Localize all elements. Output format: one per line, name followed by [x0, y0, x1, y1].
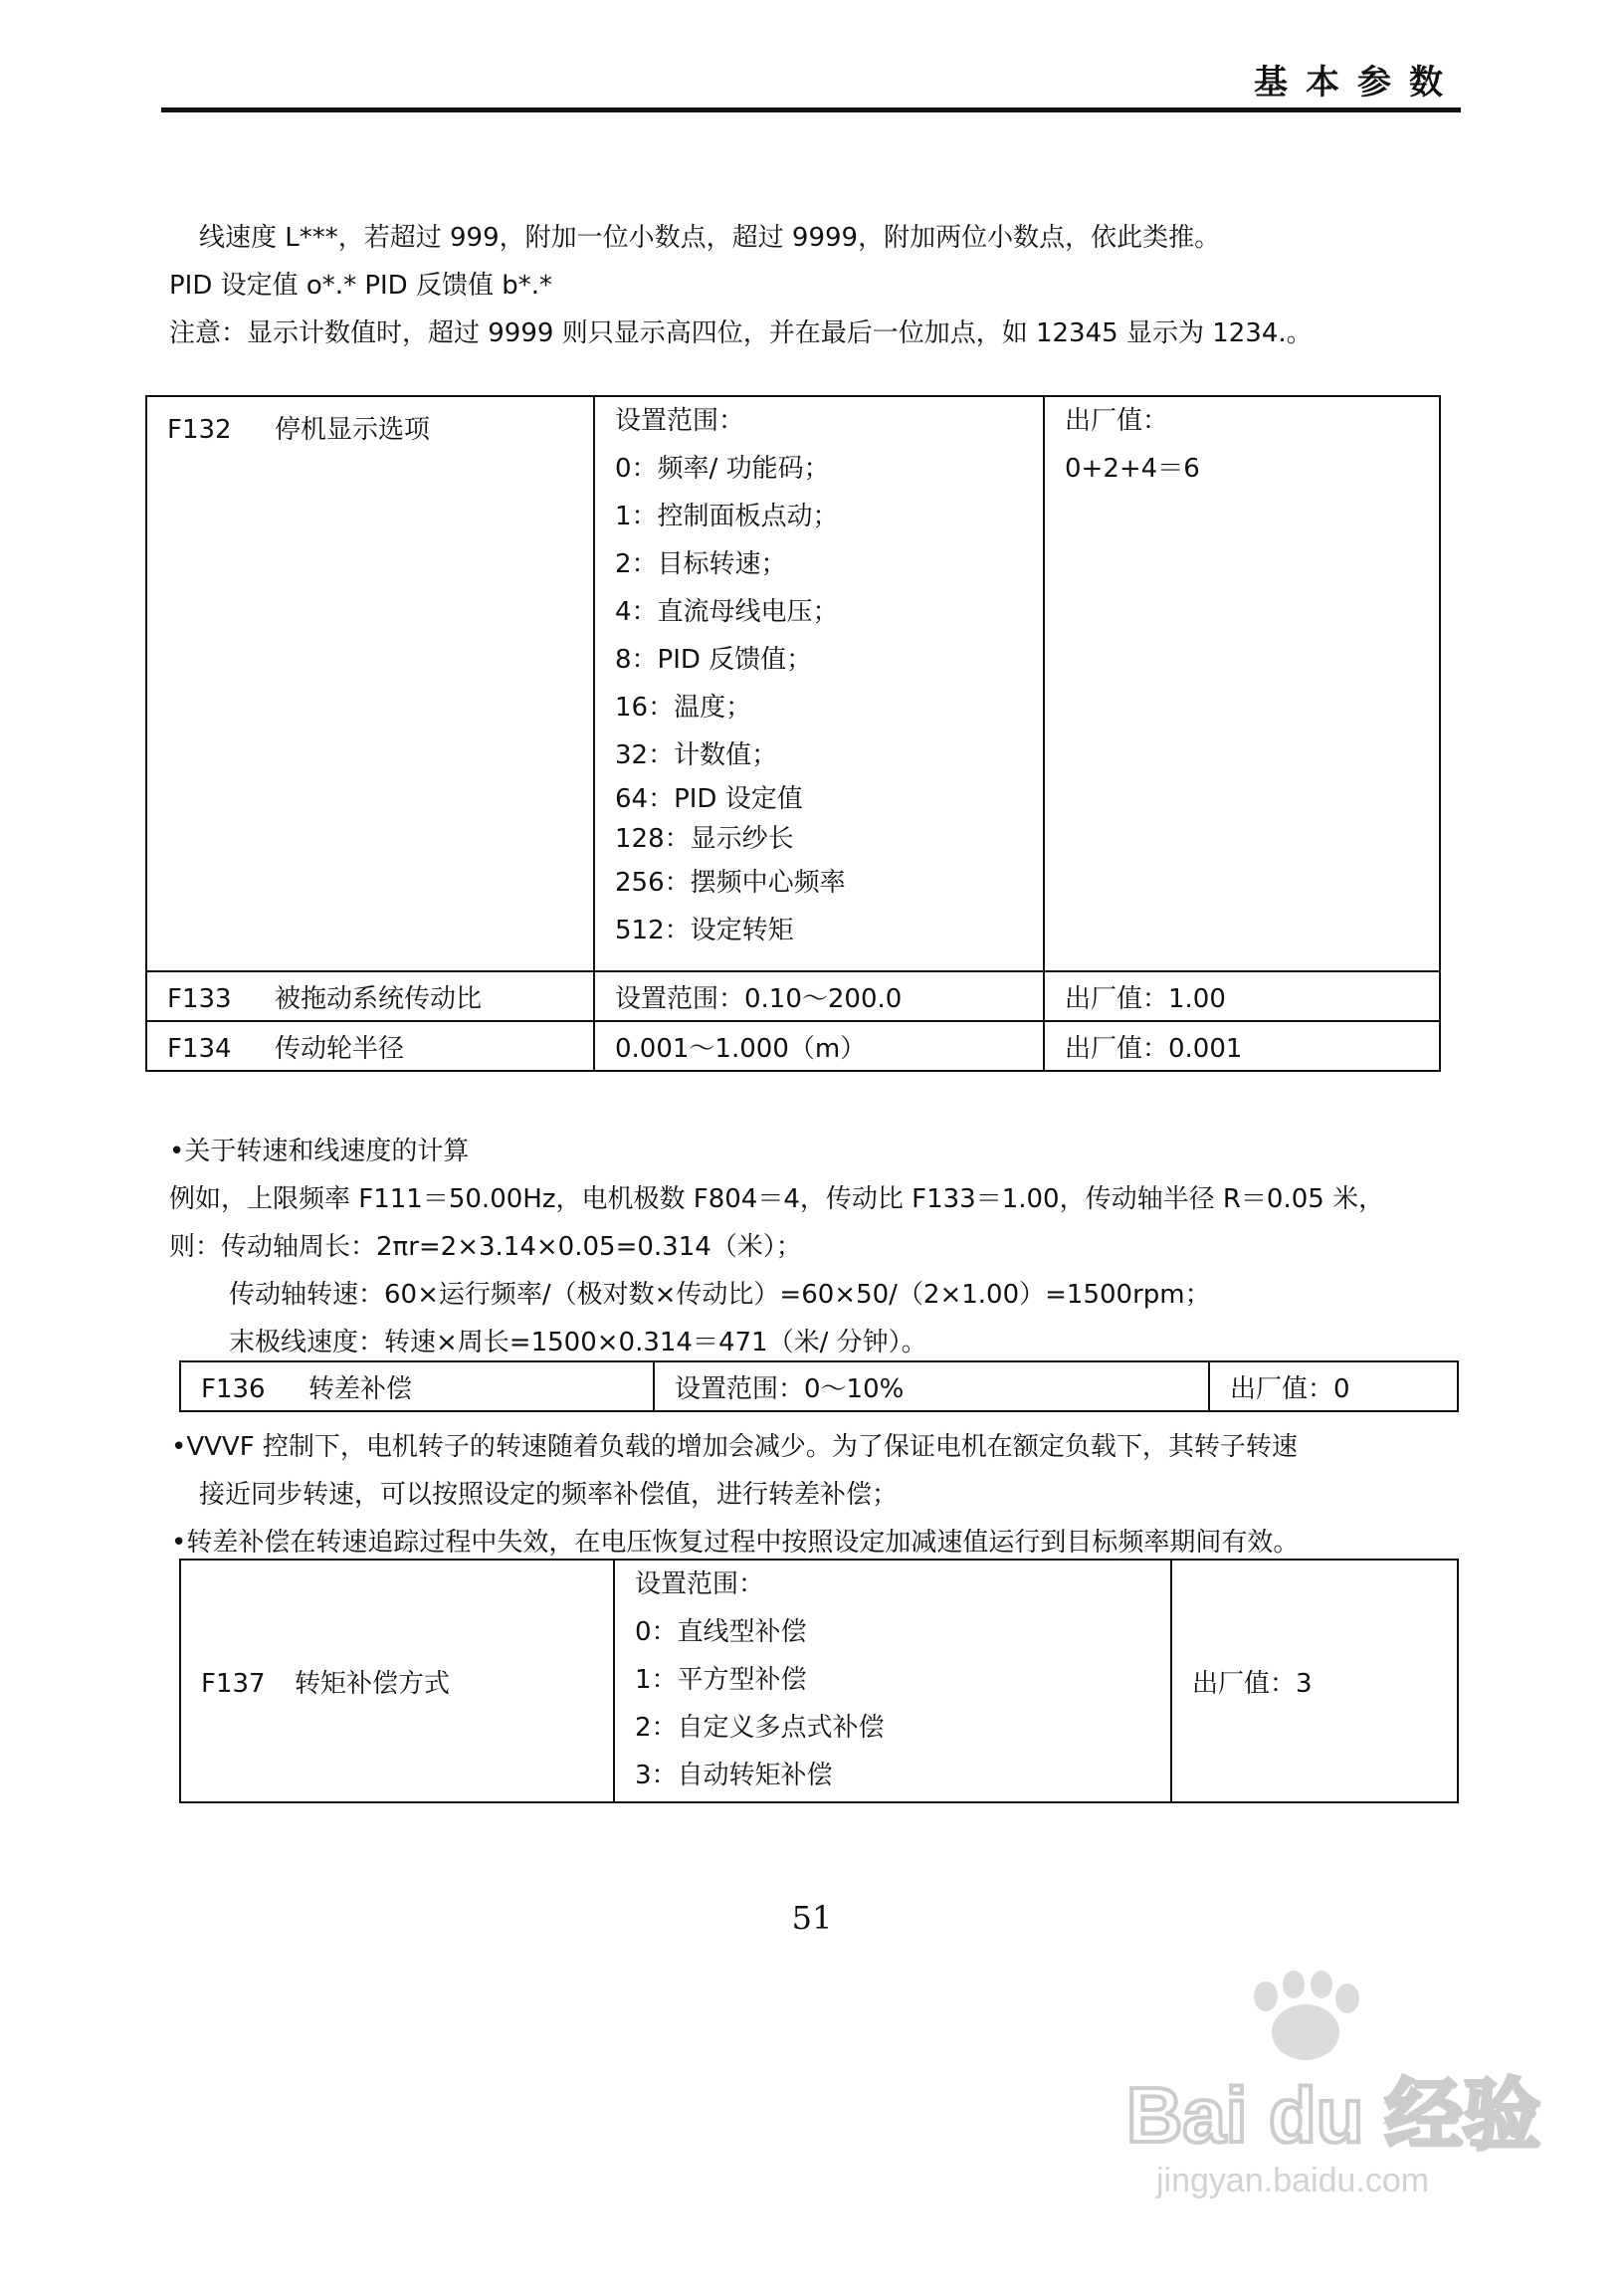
watermark-url-text: jingyan.baidu.com: [1156, 2162, 1430, 2199]
calc-line-1: 例如，上限频率 F111＝50.00Hz，电机极数 F804＝4，传动比 F133＝1.00，传动轴半径 R＝0.05 米，: [169, 1184, 1385, 1214]
param-table-f137: [179, 1559, 1459, 1803]
watermark-brand-text: Bai du 经验: [1126, 2071, 1541, 2159]
option-item: 2：自定义多点式补偿: [635, 1713, 885, 1743]
option-item: 3：自动转矩补偿: [635, 1761, 833, 1790]
option-item: 64：PID 设定值: [615, 784, 803, 814]
range-label: 设置范围：: [635, 1569, 765, 1599]
baidu-jingyan-watermark: [1116, 1975, 1541, 2203]
note-1-line-1: •VVVF 控制下，电机转子的转速随着负载的增加会减少。为了保证电机在额定负载下，其转子转速: [171, 1432, 1298, 1462]
param-table-f132-f134: [145, 395, 1441, 1072]
cell-f137-name: [180, 1560, 614, 1802]
cell-f134-range: 0.001～1.000（m）: [594, 1021, 1044, 1071]
option-item: 256：摆频中心频率: [615, 868, 846, 898]
option-item: 512：设定转矩: [615, 916, 794, 945]
cell-f137-default: 出厂值：3: [1171, 1560, 1458, 1802]
table-row-f134: [146, 1021, 1440, 1071]
option-item: 32：计数值；: [615, 740, 778, 770]
cell-f136-range: 设置范围：0～10%: [654, 1361, 1209, 1411]
option-item: 4：直流母线电压；: [615, 597, 839, 627]
table-row-f132: [146, 396, 1440, 971]
param-name: 转差补偿: [308, 1373, 413, 1404]
param-name: 被拖动系统传动比: [275, 983, 483, 1014]
param-name: 停机显示选项: [275, 415, 431, 445]
table-row-f137: [180, 1560, 1458, 1802]
intro-line-1: 线速度 L***，若超过 999，附加一位小数点，超过 9999，附加两位小数点，依此类推。: [199, 223, 1221, 253]
note-2: •转差补偿在转速追踪过程中失效，在电压恢复过程中按照设定加减速值运行到目标频率期间有效。: [171, 1528, 1300, 1558]
option-item: 0：频率/ 功能码；: [615, 454, 830, 484]
option-item: 1：平方型补偿: [635, 1665, 807, 1695]
range-label: 设置范围：: [615, 406, 745, 436]
table-row-f136: [180, 1361, 1458, 1411]
default-value: 0+2+4＝6: [1065, 454, 1200, 484]
calc-heading: •关于转速和线速度的计算: [169, 1137, 470, 1166]
param-name: 传动轮半径: [275, 1033, 405, 1064]
param-code: F132: [167, 415, 232, 445]
intro-line-2: PID 设定值 o*.* PID 反馈值 b*.*: [169, 271, 552, 301]
param-code: F133: [167, 983, 232, 1014]
option-item: 128：显示纱长: [615, 824, 794, 854]
cell-f133-range: 设置范围：0.10～200.0: [594, 971, 1044, 1021]
cell-f132-range: [594, 396, 1044, 971]
param-code: F136: [201, 1373, 266, 1404]
option-item: 16：温度；: [615, 693, 752, 723]
cell-f134-default: 出厂值：0.001: [1044, 1021, 1440, 1071]
cell-f136-default: 出厂值：0: [1209, 1361, 1458, 1411]
cell-f132-default: [1044, 396, 1440, 971]
option-item: 8：PID 反馈值；: [615, 645, 813, 675]
calc-line-3: 传动轴转速：60×运行频率/（极对数×传动比）=60×50/（2×1.00）=1500rpm；: [229, 1280, 1211, 1310]
page-header-title: 基本参数: [1254, 63, 1461, 103]
cell-f137-range: [614, 1560, 1171, 1802]
default-label: 出厂值：: [1065, 406, 1169, 436]
paw-icon: [1254, 1971, 1359, 2060]
param-code: F134: [167, 1033, 232, 1064]
cell-f132-name: [146, 396, 594, 971]
page-number: 51: [791, 1899, 833, 1937]
param-code: F137: [201, 1668, 266, 1699]
cell-f134-name: [146, 1021, 594, 1071]
option-item: 0：直线型补偿: [635, 1617, 807, 1647]
cell-f133-name: [146, 971, 594, 1021]
cell-f133-default: 出厂值：1.00: [1044, 971, 1440, 1021]
intro-line-3: 注意：显示计数值时，超过 9999 则只显示高四位，并在最后一位加点，如 12345 显示为 1234.。: [169, 318, 1313, 348]
calc-line-4: 末极线速度：转速×周长=1500×0.314＝471（米/ 分钟）。: [229, 1328, 927, 1357]
header-rule: [161, 107, 1461, 112]
param-name: 转矩补偿方式: [295, 1668, 451, 1699]
option-item: 1：控制面板点动；: [615, 502, 839, 531]
table-row-f133: [146, 971, 1440, 1021]
calc-line-2: 则：传动轴周长：2πr=2×3.14×0.05=0.314（米）；: [169, 1232, 802, 1262]
cell-f136-name: [180, 1361, 654, 1411]
note-1-line-2: 接近同步转速，可以按照设定的频率补偿值，进行转差补偿；: [199, 1480, 899, 1510]
option-item: 2：目标转速；: [615, 549, 787, 579]
param-table-f136: [179, 1360, 1459, 1412]
